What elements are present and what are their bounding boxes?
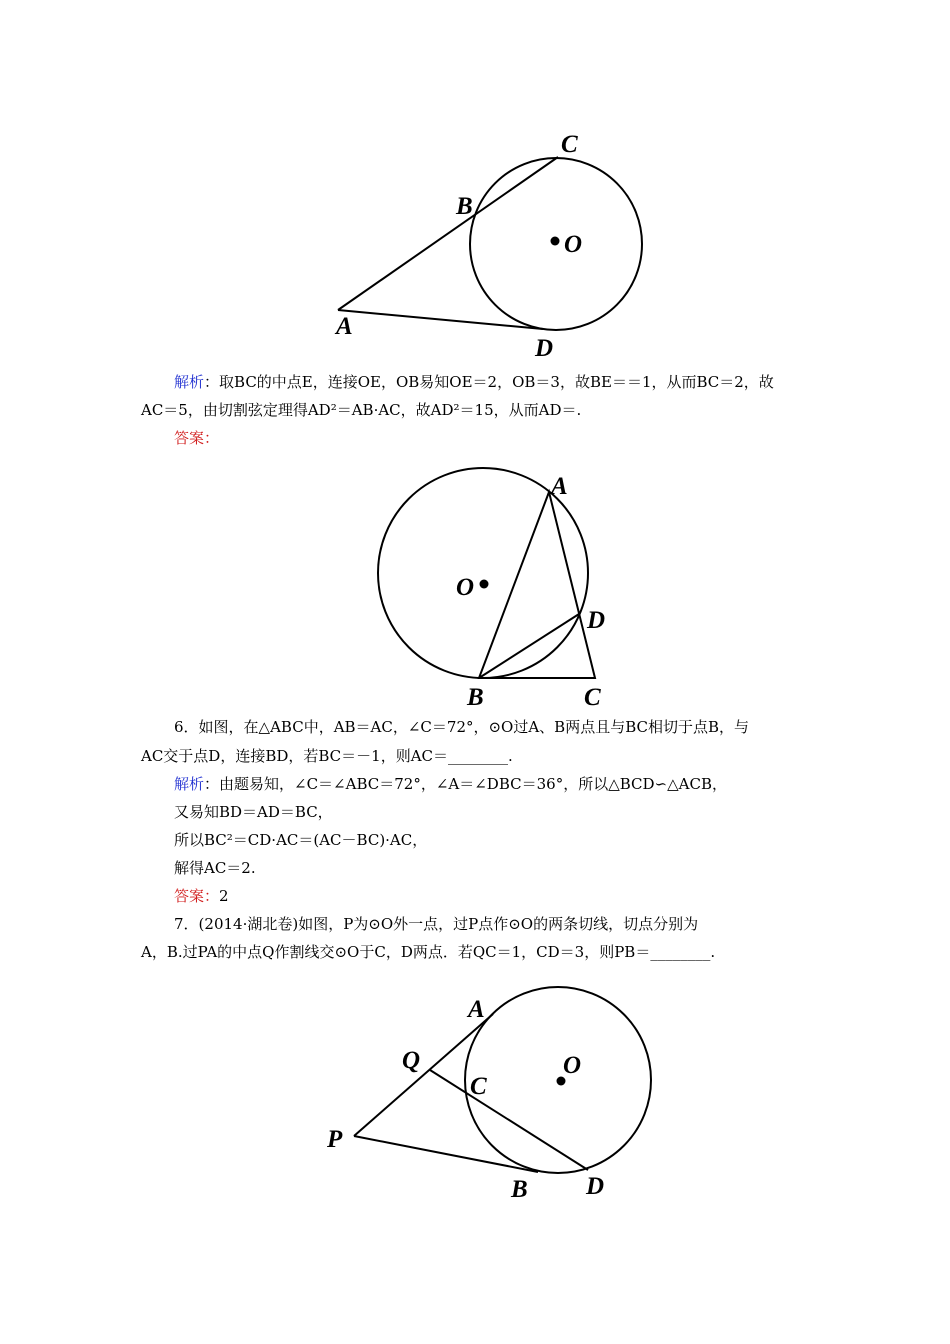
figure-1-label-C: C bbox=[561, 131, 578, 158]
figure-2-label-O: O bbox=[456, 574, 475, 601]
figure-2-label-A: A bbox=[551, 473, 568, 500]
figure-3-tangent-PB bbox=[354, 1136, 538, 1172]
analysis-label: 解析 bbox=[174, 775, 205, 793]
problem-5-answer-label: 答案： bbox=[174, 429, 220, 447]
problem-6-analysis-line-3: 所以BC²＝CD·AC＝(AC－BC)·AC， bbox=[174, 831, 428, 849]
figure-2-label-B: B bbox=[467, 684, 484, 711]
figure-1 bbox=[338, 157, 642, 330]
figure-1-label-O: O bbox=[564, 231, 583, 258]
answer-value: 2 bbox=[219, 887, 229, 905]
figure-3-label-B: B bbox=[511, 1176, 528, 1203]
figure-3-label-P: P bbox=[327, 1126, 343, 1153]
figure-2-label-D: D bbox=[587, 607, 606, 634]
figure-1-tangent-AD bbox=[338, 310, 543, 329]
analysis-text: ：由题易知，∠C＝∠ABC＝72°，∠A＝∠DBC＝36°，所以△BCD∽△ACB， bbox=[204, 775, 727, 793]
problem-6-analysis-line-1 bbox=[174, 774, 727, 794]
problem-5-analysis-line-2: AC＝5，由切割弦定理得AD²＝AB·AC，故AD²＝15，从而AD＝. bbox=[141, 401, 582, 419]
figure-3-label-C: C bbox=[470, 1073, 487, 1100]
figure-1-label-B: B bbox=[456, 193, 473, 220]
figure-3-label-D: D bbox=[586, 1173, 605, 1200]
problem-7-question-line-2: A，B.过PA的中点Q作割线交⊙O于C，D两点．若QC＝1，CD＝3，则PB＝________. bbox=[141, 943, 716, 961]
figure-3-label-O: O bbox=[563, 1052, 582, 1079]
problem-5-analysis-line-1 bbox=[174, 372, 774, 392]
figure-1-secant-AC bbox=[338, 157, 558, 310]
problem-6-question-line-1: 6．如图，在△ABC中，AB＝AC，∠C＝72°，⊙O过A、B两点且与BC相切于点B，与 bbox=[174, 718, 750, 736]
figure-2-label-C: C bbox=[584, 684, 601, 711]
figure-2-triangle-ABC bbox=[479, 492, 595, 678]
figure-1-center-dot bbox=[551, 237, 560, 246]
problem-6-answer bbox=[174, 886, 229, 906]
problem-6-analysis-line-2: 又易知BD＝AD＝BC， bbox=[174, 803, 333, 821]
answer-label: 答案： bbox=[174, 887, 220, 905]
analysis-label: 解析 bbox=[174, 373, 205, 391]
figure-1-label-D: D bbox=[535, 335, 554, 362]
figure-3-label-Q: Q bbox=[402, 1047, 421, 1074]
figure-2-center-dot bbox=[480, 580, 489, 589]
problem-6-analysis-line-4: 解得AC＝2. bbox=[174, 859, 256, 877]
problem-6-question-line-2: AC交于点D，连接BD，若BC＝－1，则AC＝________. bbox=[141, 747, 513, 765]
figure-1-label-A: A bbox=[336, 313, 353, 340]
figure-3 bbox=[354, 987, 651, 1173]
analysis-text: ：取BC的中点E，连接OE，OB易知OE＝2，OB＝3，故BE＝＝1，从而BC＝2，故 bbox=[204, 373, 774, 391]
problem-7-question-line-1: 7．(2014·湖北卷)如图，P为⊙O外一点，过P点作⊙O的两条切线，切点分别为 bbox=[174, 915, 699, 933]
figure-3-label-A: A bbox=[468, 996, 485, 1023]
